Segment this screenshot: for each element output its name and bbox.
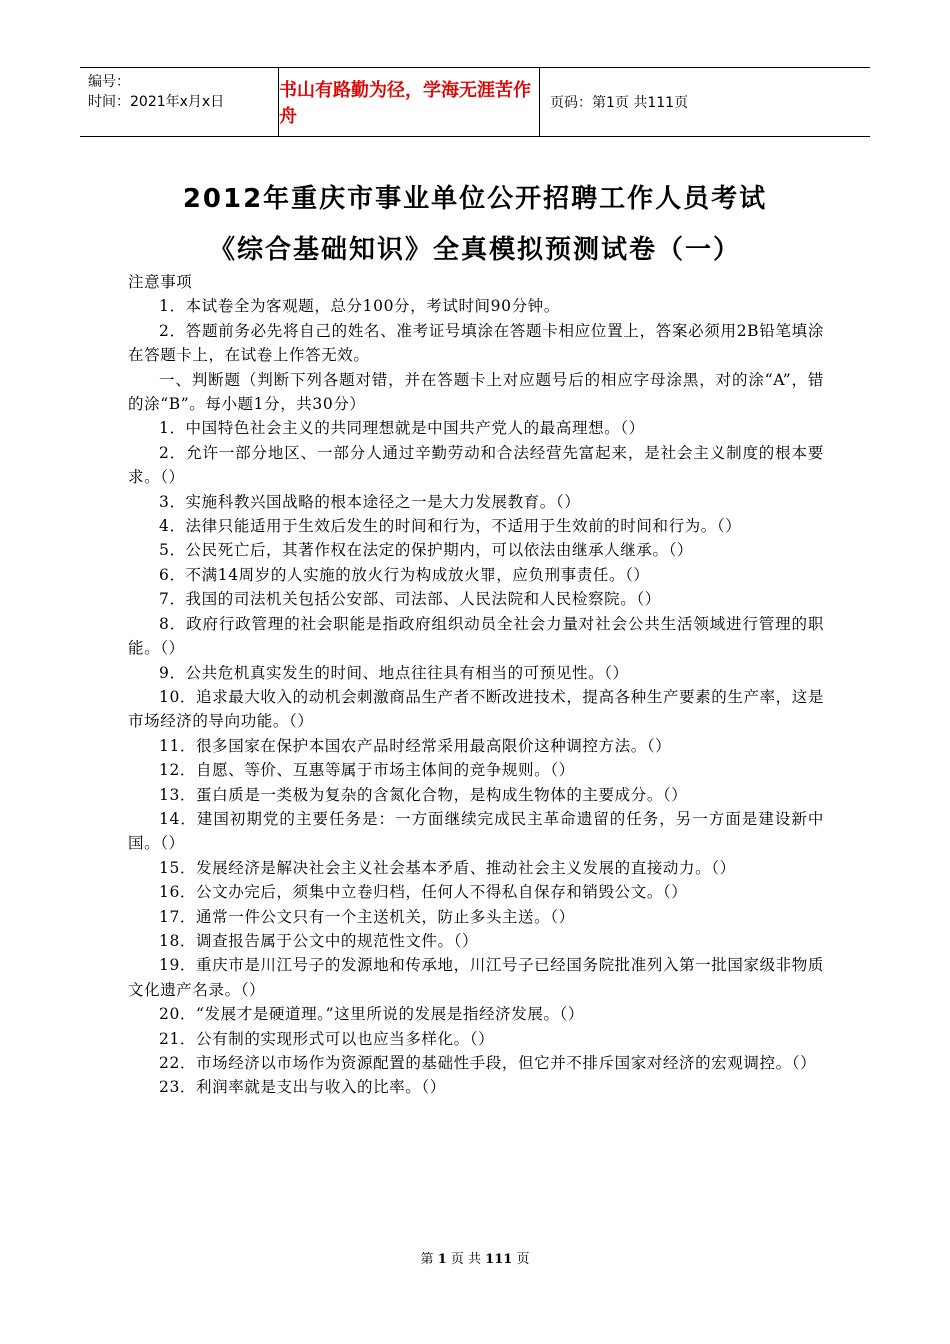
time-label: 时间：2021年x月x日 [88, 94, 225, 110]
document-body [128, 270, 824, 1100]
footer-middle: 页 共 [450, 1252, 482, 1267]
header-page-info: 页码：第1页 共111页 [550, 95, 689, 111]
question-item: 17．通常一件公文只有一个主送机关，防止多头主送。（） [159, 907, 575, 926]
footer-total-pages: 111 [485, 1252, 513, 1267]
document-title-line1: 2012年重庆市事业单位公开招聘工作人员考试 [182, 184, 768, 214]
section-heading: 一、判断题（判断下列各题对错，并在答题卡上对应题号后的相应字母涂黑，对的涂“A”，错的涂“B”。每小题1分，共30分） [128, 370, 824, 414]
page-footer [0, 1248, 950, 1267]
question-item: 9．公共危机真实发生的时间、地点往往具有相当的可预见性。（） [159, 663, 629, 682]
document-title-line2: 《综合基础知识》全真模拟预测试卷（一） [208, 235, 741, 265]
question-item: 12．自愿、等价、互惠等属于市场主体间的竞争规则。（） [159, 761, 575, 780]
question-item: 1．中国特色社会主义的共同理想就是中国共产党人的最高理想。（） [159, 419, 645, 438]
notice-item: 2．答题前务必先将自己的姓名、准考证号填涂在答题卡相应位置上，答案必须用2B铅笔填涂在答题卡上，在试卷上作答无效。 [128, 321, 824, 365]
notice-item: 1．本试卷全为客观题，总分100分，考试时间90分钟。 [159, 297, 560, 316]
question-item: 21．公有制的实现形式可以也应当多样化。（） [159, 1029, 495, 1048]
footer-page-number: 1 [437, 1252, 447, 1267]
page-header [80, 67, 870, 137]
question-item: 11．很多国家在保护本国农产品时经常采用最高限价这种调控方法。（） [159, 736, 672, 755]
question-item: 20．“发展才是硬道理。”这里所说的发展是指经济发展。（） [159, 1005, 584, 1024]
question-item: 16．公文办完后，须集中立卷归档，任何人不得私自保存和销毁公文。（） [159, 883, 688, 902]
header-meta [80, 68, 278, 136]
notice-heading: 注意事项 [128, 273, 193, 291]
question-item: 8．政府行政管理的社会职能是指政府组织动员全社会力量对社会公共生活领域进行管理的职能。（） [128, 614, 824, 658]
question-item: 13．蛋白质是一类极为复杂的含氮化合物，是构成生物体的主要成分。（） [159, 785, 688, 804]
question-item: 7．我国的司法机关包括公安部、司法部、人民法院和人民检察院。（） [159, 590, 661, 609]
question-item: 23．利润率就是支出与收入的比率。（） [159, 1078, 446, 1097]
question-item: 15．发展经济是解决社会主义社会基本矛盾、推动社会主义发展的直接动力。（） [159, 858, 736, 877]
question-item: 18．调查报告属于公文中的规范性文件。（） [159, 931, 479, 950]
question-item: 3．实施科教兴国战略的根本途径之一是大力发展教育。（） [159, 492, 581, 511]
question-item: 4．法律只能适用于生效后发生的时间和行为，不适用于生效前的时间和行为。（） [159, 517, 742, 536]
footer-suffix: 页 [516, 1252, 530, 1267]
question-item: 6．不满14周岁的人实施的放火行为构成放火罪，应负刑事责任。（） [159, 565, 650, 584]
header-motto: 书山有路勤为径，学海无涯苦作舟 [278, 68, 540, 136]
question-item: 14．建国初期党的主要任务是：一方面继续完成民主革命遗留的任务，另一方面是建设新中国。（） [128, 809, 824, 853]
question-item: 10．追求最大收入的动机会刺激商品生产者不断改进技术，提高各种生产要素的生产率，这是市场经济的导向功能。（） [128, 687, 824, 731]
question-item: 5．公民死亡后，其著作权在法定的保护期内，可以依法由继承人继承。（） [159, 541, 694, 560]
question-item: 19．重庆市是川江号子的发源地和传承地，川江号子已经国务院批准列入第一批国家级非物质文化遗产名录。（） [128, 956, 824, 999]
footer-prefix: 第 [420, 1252, 434, 1267]
code-label: 编号： [88, 74, 130, 90]
question-item: 2．允许一部分地区、一部分人通过辛勤劳动和合法经营先富起来，是社会主义制度的根本要求。（） [128, 443, 824, 487]
question-item: 22．市场经济以市场作为资源配置的基础性手段，但它并不排斥国家对经济的宏观调控。（） [159, 1054, 817, 1072]
